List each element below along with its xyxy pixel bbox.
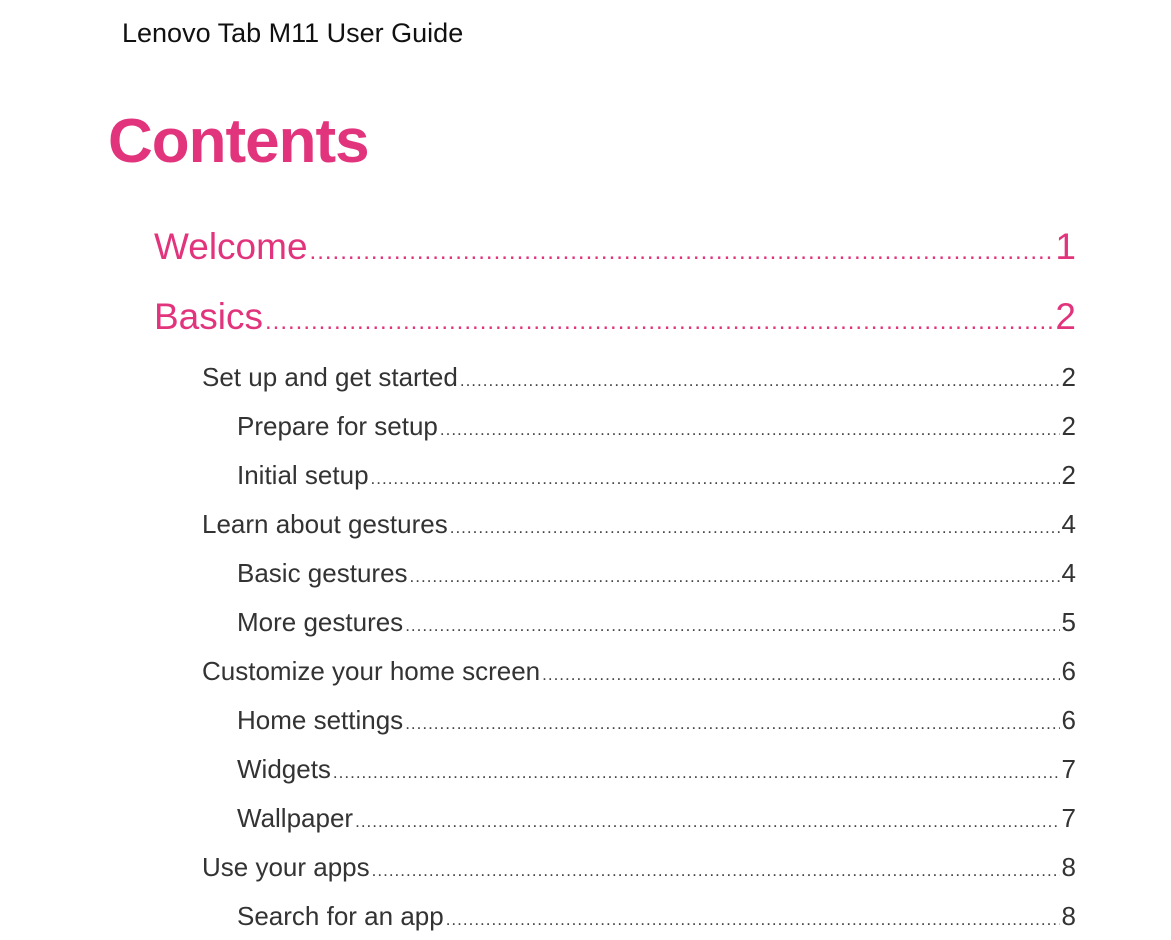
toc-entry-page: 6 <box>1061 705 1076 735</box>
toc-entry-label: Customize your home screen <box>202 656 541 686</box>
toc-entry-page: 2 <box>1061 362 1076 392</box>
toc-leader-dots <box>310 238 1054 266</box>
toc-entry-page: 4 <box>1061 509 1076 539</box>
contents-heading: Contents <box>108 107 369 176</box>
toc-entry-label: Set up and get started <box>202 362 458 392</box>
toc-leader-dots <box>446 910 1060 930</box>
document-title: Lenovo Tab M11 User Guide <box>122 18 464 48</box>
toc-entry-page: 4 <box>1061 558 1076 588</box>
toc-leader-dots <box>440 420 1060 440</box>
toc-entry-set-up-and-get-started[interactable] <box>202 362 1076 396</box>
toc-entry-initial-setup[interactable] <box>237 460 1076 494</box>
toc-entry-label: Prepare for setup <box>237 411 438 441</box>
toc-entry-search-for-an-app[interactable] <box>237 901 1076 935</box>
toc-leader-dots <box>355 812 1059 832</box>
toc-leader-dots <box>405 616 1059 636</box>
toc-entry-page: 2 <box>1055 296 1076 337</box>
toc-entry-page: 2 <box>1061 411 1076 441</box>
toc-entry-basic-gestures[interactable] <box>237 558 1076 592</box>
toc-entry-welcome[interactable] <box>154 226 1076 272</box>
toc-entry-label: Welcome <box>154 226 308 267</box>
toc-leader-dots <box>410 567 1060 587</box>
toc-leader-dots <box>371 469 1060 489</box>
toc-entry-page: 6 <box>1061 656 1076 686</box>
toc-entry-page: 7 <box>1061 754 1076 784</box>
toc-leader-dots <box>333 763 1060 783</box>
toc-leader-dots <box>450 518 1060 538</box>
toc-leader-dots <box>405 714 1059 734</box>
toc-entry-label: Basic gestures <box>237 558 408 588</box>
toc-leader-dots <box>460 371 1060 391</box>
toc-entry-label: Widgets <box>237 754 331 784</box>
toc-leader-dots <box>542 665 1059 685</box>
toc-entry-basics[interactable] <box>154 296 1076 342</box>
toc-entry-label: Wallpaper <box>237 803 354 833</box>
toc-entry-label: Search for an app <box>237 901 444 931</box>
toc-leader-dots <box>265 308 1053 336</box>
toc-entry-label: More gestures <box>237 607 404 637</box>
toc-entry-home-settings[interactable] <box>237 705 1076 739</box>
toc-entry-label: Use your apps <box>202 852 370 882</box>
toc-entry-wallpaper[interactable] <box>237 803 1076 837</box>
toc-entry-use-your-apps[interactable] <box>202 852 1076 886</box>
toc-entry-widgets[interactable] <box>237 754 1076 788</box>
toc-entry-label: Initial setup <box>237 460 369 490</box>
toc-entry-page: 1 <box>1055 226 1076 267</box>
toc-entry-prepare-for-setup[interactable] <box>237 411 1076 445</box>
toc-entry-label: Basics <box>154 296 263 337</box>
toc-entry-page: 7 <box>1061 803 1076 833</box>
toc-entry-page: 2 <box>1061 460 1076 490</box>
toc-entry-label: Home settings <box>237 705 404 735</box>
toc-entry-learn-about-gestures[interactable] <box>202 509 1076 543</box>
toc-entry-page: 8 <box>1061 852 1076 882</box>
toc-entry-customize-your-home-screen[interactable] <box>202 656 1076 690</box>
toc-leader-dots <box>372 861 1060 881</box>
toc-entry-label: Learn about gestures <box>202 509 448 539</box>
toc-entry-page: 5 <box>1061 607 1076 637</box>
toc-entry-page: 8 <box>1061 901 1076 931</box>
toc-entry-more-gestures[interactable] <box>237 607 1076 641</box>
